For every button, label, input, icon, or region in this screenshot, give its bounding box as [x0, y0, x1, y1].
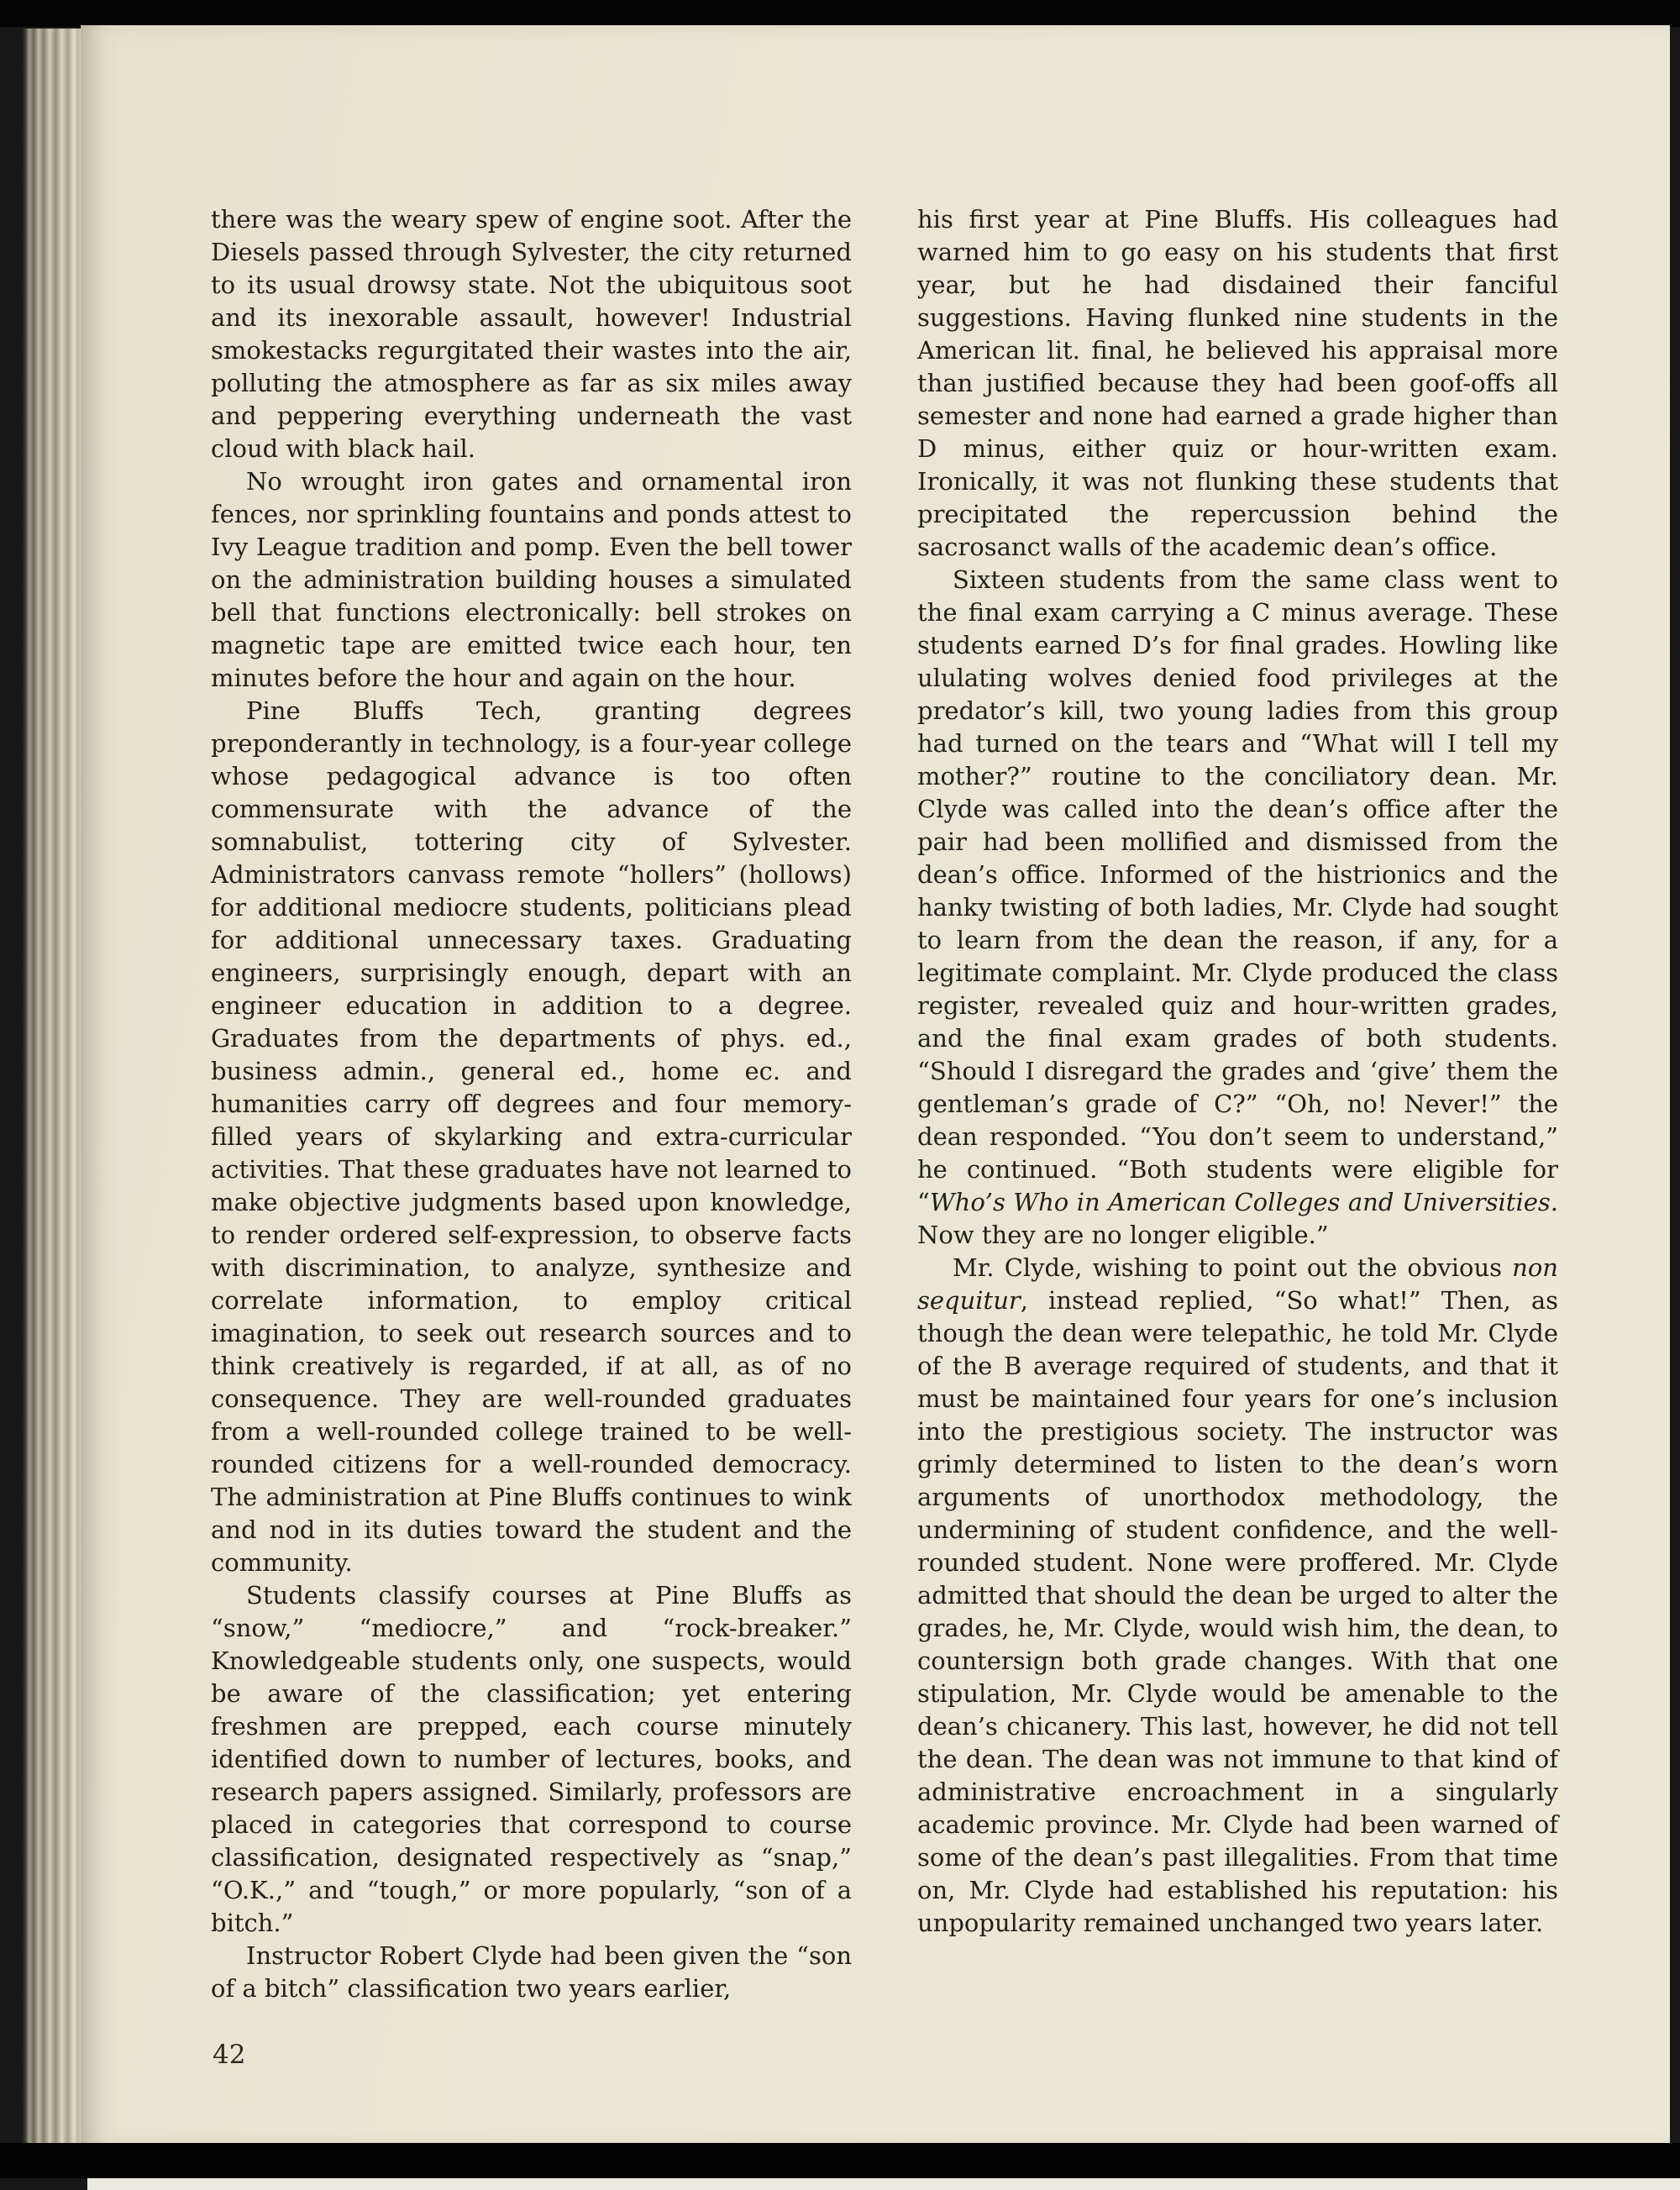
- text-run: there was the weary spew of engine soot. After the Diesels passed through Sylvester, the city returned to its usual drowsy state. Not the ubiquitous soot and its inexorable assault, however! Industrial smokestacks regurgitated their wastes into the air, polluting the atmosphere as far as six miles away and peppering everything underneath the vast cloud with black hail.: [211, 205, 852, 463]
- scan-bottom-white-strip: [87, 2178, 1680, 2190]
- text-run: Instructor Robert Clyde had been given the “son of a bitch” classification two years earlier,: [211, 1941, 852, 2003]
- text-run: No wrought iron gates and ornamental iron fences, nor sprinkling fountains and ponds attest to Ivy League tradition and pomp. Even the bell tower on the administration building houses a simulated bell that functions electronically: bell strokes on magnetic tape are emitted twice each hour, ten minutes before the hour and again on the hour.: [211, 467, 852, 692]
- page-number: 42: [213, 2040, 246, 2070]
- paragraph: [211, 1579, 852, 1940]
- text-run: Sixteen students from the same class went to the final exam carrying a C minus average. These students earned D’s for final grades. Howling like ululating wolves denied food privileges at the predator’s kill, two young ladies from this group had turned on the tears and “What will I tell my mother?” routine to the conciliatory dean. Mr. Clyde was called into the dean’s office after the pair had been mollified and dismissed from the dean’s office. Informed of the histrionics and the hanky twisting of both ladies, Mr. Clyde had sought to learn from the dean the reason, if any, for a legitimate complaint. Mr. Clyde produced the class register, revealed quiz and hour-written grades, and the final exam grades of both students. “Should I disregard the grades and ‘give’ them the gentleman’s grade of C?” “Oh, no! Never!” the dean responded. “You don’t seem to understand,” he continued. “Both students were eligible for “: [917, 565, 1558, 1216]
- paragraph: [211, 465, 852, 695]
- left-column: [211, 203, 852, 2005]
- text-run: Students classify courses at Pine Bluffs as “snow,” “mediocre,” and “rock-breaker.” Knowledgeable students only, one suspects, would be aware of the classification; yet entering freshmen are prepped, each course minutely identified down to number of lectures, books, and research papers assigned. Similarly, professors are placed in categories that correspond to course classification, designated respectively as “snap,” “O.K.,” and “tough,” or more popularly, “son of a bitch.”: [211, 1581, 852, 1937]
- scan-bottom-edge: [0, 2143, 1680, 2178]
- paragraph: [917, 564, 1558, 1252]
- right-column: [917, 203, 1558, 2005]
- text-run: Now they are no longer eligible.”: [917, 1221, 1329, 1249]
- scan-top-edge: [0, 0, 1680, 27]
- text-columns: [211, 203, 1558, 2005]
- paragraph: [917, 1252, 1558, 1940]
- text-run: , instead replied, “So what!” Then, as though the dean were telepathic, he told Mr. Clyde of the B average required of students, and that it must be maintained four years for one’s inclusion into the prestigious society. The instructor was grimly determined to listen to the dean’s worn arguments of unorthodox methodology, the undermining of student confidence, and the well-rounded student. None were proffered. Mr. Clyde admitted that should the dean be urged to alter the grades, he, Mr. Clyde, would wish him, the dean, to countersign both grade changes. With that one stipulation, Mr. Clyde would be amenable to the dean’s chicanery. This last, however, he did not tell the dean. The dean was not immune to that kind of administrative encroachment in a singularly academic province. Mr. Clyde had been warned of some of the dean’s past illegalities. From that time on, Mr. Clyde had established his reputation: his unpopularity remained unchanged two years later.: [917, 1286, 1558, 1937]
- paragraph: [917, 203, 1558, 564]
- paragraph: [211, 1940, 852, 2005]
- book-page: [81, 25, 1670, 2147]
- italic-text-run: non sequitur: [917, 1253, 1558, 1315]
- paragraph: [211, 203, 852, 465]
- page-stack-edge: [22, 29, 82, 2152]
- paragraph: [211, 695, 852, 1579]
- text-run: Pine Bluffs Tech, granting degrees preponderantly in technology, is a four-year college whose pedagogical advance is too often commensurate with the advance of the somnabulist, tottering city of Sylvester. Administrators canvass remote “hollers” (hollows) for additional mediocre students, politicians plead for additional unnecessary taxes. Graduating engineers, surprisingly enough, depart with an engineer education in addition to a degree. Graduates from the departments of phys. ed., business admin., general ed., home ec. and humanities carry off degrees and four memory-filled years of skylarking and extra-curricular activities. That these graduates have not learned to make objective judgments based upon knowledge, to render ordered self-expression, to observe facts with discrimination, to analyze, synthesize and correlate information, to employ critical imagination, to seek out research sources and to think creatively is regarded, if at all, as of no consequence. They are well-rounded graduates from a well-rounded college trained to be well-rounded citizens for a well-rounded democracy. The administration at Pine Bluffs continues to wink and nod in its duties toward the student and the community.: [211, 696, 852, 1577]
- text-run: Mr. Clyde, wishing to point out the obvious: [953, 1253, 1513, 1282]
- italic-text-run: Who’s Who in American Colleges and Universities.: [929, 1188, 1558, 1216]
- text-run: his first year at Pine Bluffs. His colleagues had warned him to go easy on his students that first year, but he had disdained their fanciful suggestions. Having flunked nine students in the American lit. final, he believed his appraisal more than justified because they had been goof-offs all semester and none had earned a grade higher than D minus, either quiz or hour-written exam. Ironically, it was not flunking these students that precipitated the repercussion behind the sacrosanct walls of the academic dean’s office.: [917, 205, 1558, 561]
